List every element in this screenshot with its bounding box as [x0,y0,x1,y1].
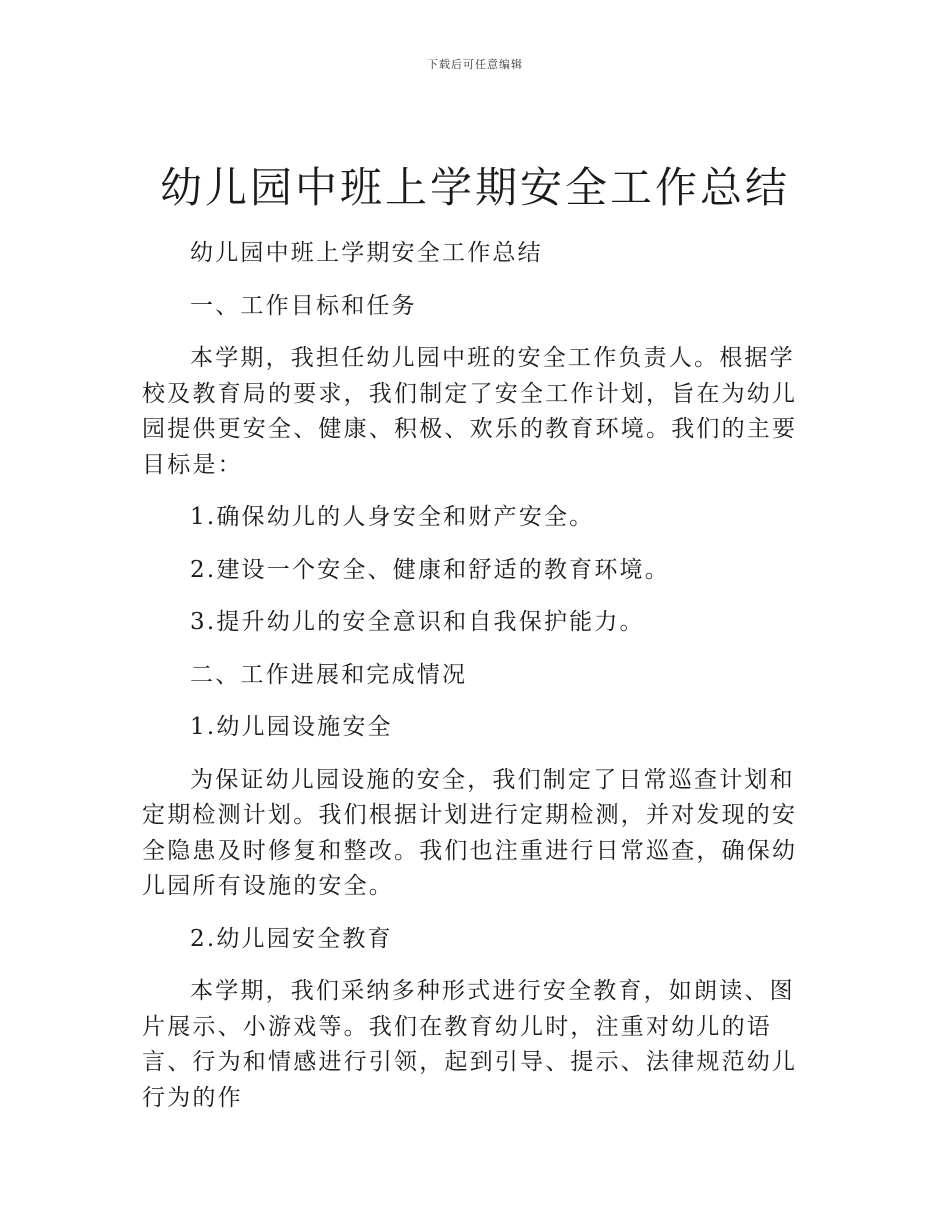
goal-item-1: 1.确保幼儿的人身安全和财产安全。 [190,504,595,530]
section-heading-progress: 二、工作进展和完成情况 [190,661,468,688]
header-note: 下载后可任意编辑 [427,58,523,71]
section-heading-goals: 一、工作目标和任务 [190,292,417,319]
subtitle-paragraph: 幼儿园中班上学期安全工作总结 [190,240,543,266]
subheading-safety-education: 2.幼儿园安全教育 [190,925,393,952]
paragraph-safety-education: 本学期，我们采纳多种形式进行安全教育，如朗读、图片展示、小游戏等。我们在教育幼儿时，注重对幼儿的语言、行为和情感进行引领，起到引导、提示、法律规范幼儿行为的作 [142,978,798,1111]
subheading-facility-safety: 1.幼儿园设施安全 [190,714,393,740]
document-body [142,236,812,1133]
document-title: 幼儿园中班上学期安全工作总结 [159,163,790,212]
paragraph-intro: 本学期，我担任幼儿园中班的安全工作负责人。根据学校及教育局的要求，我们制定了安全工作计划，旨在为幼儿园提供更安全、健康、积极、欢乐的教育环境。我们的主要目标是： [142,345,798,478]
goal-item-3: 3.提升幼儿的安全意识和自我保护能力。 [190,609,645,635]
goal-item-2: 2.建设一个安全、健康和舒适的教育环境。 [190,556,670,583]
paragraph-facility-safety: 为保证幼儿园设施的安全，我们制定了日常巡查计划和定期检测计划。我们根据计划进行定期检测，并对发现的安全隐患及时修复和整改。我们也注重进行日常巡查，确保幼儿园所有设施的安全。 [142,766,798,899]
